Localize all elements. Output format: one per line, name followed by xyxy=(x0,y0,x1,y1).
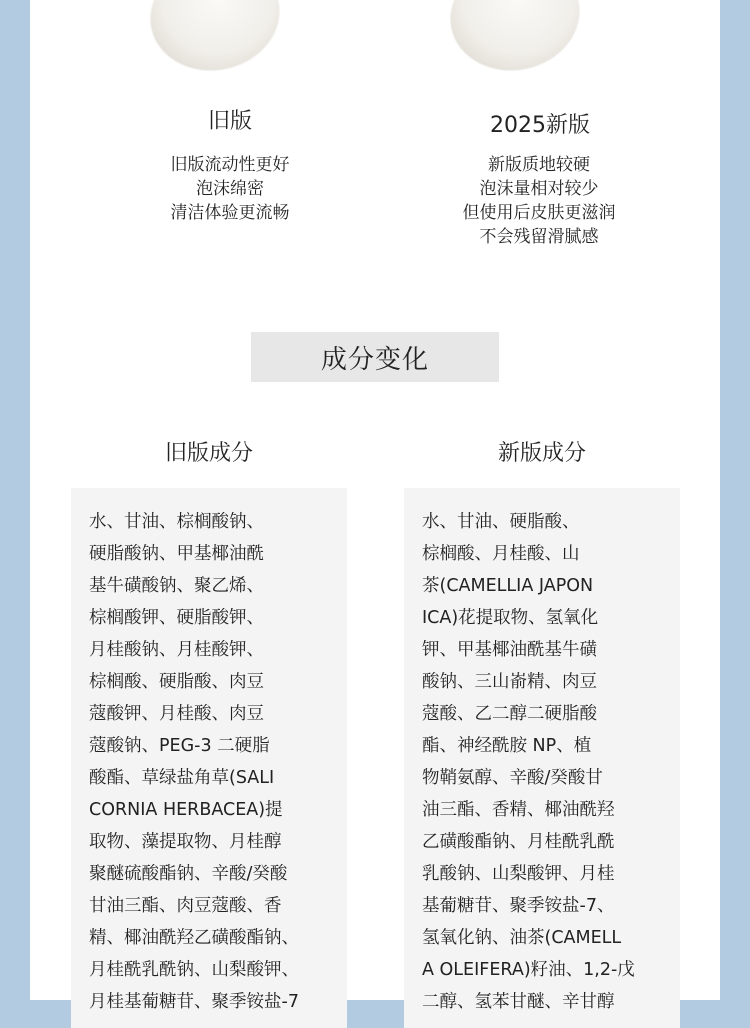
ingredient-line: 油三酯、香精、椰油酰羟 xyxy=(422,800,615,820)
new-foam-image xyxy=(440,0,590,82)
ingredient-line: 棕榈酸、硬脂酸、肉豆 xyxy=(89,672,264,692)
ingredient-line: 酸酯、草绿盐角草(SALI xyxy=(89,768,275,788)
ingredient-line: 乳酸钠、山梨酸钾、月桂 xyxy=(422,864,615,884)
ingredient-line: 二醇、氢苯甘醚、辛甘醇 xyxy=(422,992,615,1012)
section-title: 成分变化 xyxy=(251,332,499,382)
old-desc-line: 清洁体验更流畅 xyxy=(170,203,290,223)
ingredient-line: ICA)花提取物、氢氧化 xyxy=(422,608,599,628)
ingredient-line: 月桂基葡糖苷、聚季铵盐-7 xyxy=(89,992,299,1012)
ingredient-line: 氢氧化钠、油茶(CAMELL xyxy=(422,928,622,948)
ingredient-line: 酯、神经酰胺 NP、植 xyxy=(422,736,592,756)
new-version-title: 2025新版 xyxy=(490,113,590,138)
ingredient-line: 蔻酸钠、PEG-3 二硬脂 xyxy=(89,736,270,756)
ingredient-line: 取物、藻提取物、月桂醇 xyxy=(89,832,282,852)
ingredient-line: 聚醚硫酸酯钠、辛酸/癸酸 xyxy=(89,864,288,884)
old-ingredients-list xyxy=(71,488,347,1028)
new-version-description xyxy=(409,153,669,249)
old-ingredients-title: 旧版成分 xyxy=(164,441,253,466)
ingredient-line: 酸钠、三山嵛精、肉豆 xyxy=(422,672,597,692)
ingredient-line: 蔻酸、乙二醇二硬脂酸 xyxy=(422,704,597,724)
ingredient-line: 水、甘油、硬脂酸、 xyxy=(422,512,580,532)
old-version-description xyxy=(100,153,360,225)
ingredient-line: 棕榈酸、月桂酸、山 xyxy=(422,544,580,564)
ingredient-line: 蔻酸钾、月桂酸、肉豆 xyxy=(89,704,264,724)
ingredient-line: A OLEIFERA)籽油、1,2-戊 xyxy=(422,960,635,980)
old-version-title: 旧版 xyxy=(207,109,252,134)
ingredient-line: 月桂酰乳酰钠、山梨酸钾、 xyxy=(89,960,299,980)
new-desc-line: 泡沫量相对较少 xyxy=(479,179,599,199)
old-foam-image xyxy=(140,0,290,82)
ingredient-line: 基牛磺酸钠、聚乙烯、 xyxy=(89,576,264,596)
ingredient-line: CORNIA HERBACEA)提 xyxy=(89,800,283,820)
ingredient-line: 钾、甲基椰油酰基牛磺 xyxy=(422,640,597,660)
ingredient-line: 茶(CAMELLIA JAPON xyxy=(422,576,594,596)
old-desc-line: 旧版流动性更好 xyxy=(170,155,290,175)
ingredient-line: 基葡糖苷、聚季铵盐-7、 xyxy=(422,896,615,916)
ingredient-line: 物鞘氨醇、辛酸/癸酸甘 xyxy=(422,768,603,788)
new-desc-line: 但使用后皮肤更滋润 xyxy=(462,203,616,223)
ingredient-line: 硬脂酸钠、甲基椰油酰 xyxy=(89,544,264,564)
new-ingredients-list xyxy=(404,488,680,1028)
new-ingredients-title: 新版成分 xyxy=(497,441,586,466)
ingredient-line: 乙磺酸酯钠、月桂酰乳酰 xyxy=(422,832,615,852)
new-desc-line: 不会残留滑腻感 xyxy=(479,227,599,247)
ingredient-line: 棕榈酸钾、硬脂酸钾、 xyxy=(89,608,264,628)
ingredient-line: 月桂酸钠、月桂酸钾、 xyxy=(89,640,264,660)
new-desc-line: 新版质地较硬 xyxy=(488,155,590,175)
ingredient-line: 精、椰油酰羟乙磺酸酯钠、 xyxy=(89,928,299,948)
ingredient-line: 甘油三酯、肉豆蔻酸、香 xyxy=(89,896,282,916)
ingredient-line: 水、甘油、棕榈酸钠、 xyxy=(89,512,264,532)
old-desc-line: 泡沫绵密 xyxy=(196,179,264,199)
content-panel xyxy=(30,0,720,1012)
